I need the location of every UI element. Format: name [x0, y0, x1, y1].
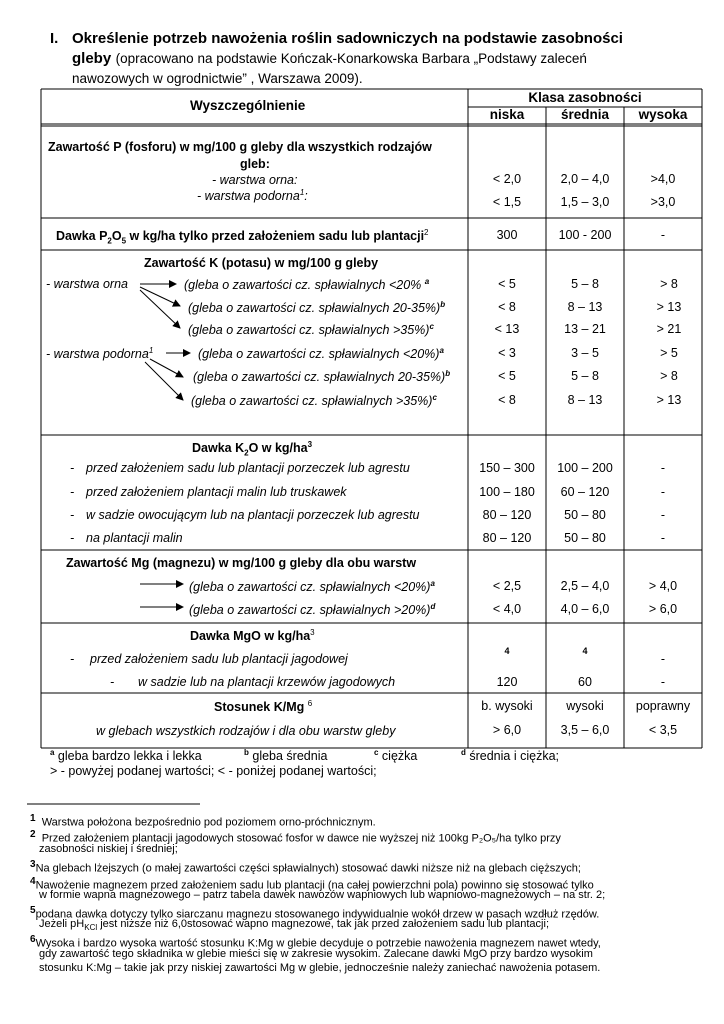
p-title: Zawartość P (fosforu) w mg/100 g gleby dla wszystkich rodzajów: [48, 140, 432, 154]
footnote: $^4$Nawożenie magnezem przed założeniem sadu lub plantacji (na całej powierzchni pola) powinno się stosować tylko: [30, 876, 594, 892]
k2o-srednia: 50 – 80: [564, 508, 606, 522]
k2o-wysoka: -: [660, 461, 666, 475]
k-wysoka: > 8: [660, 369, 678, 383]
footnote-cont: Jeżeli $pH_{KCl}$ jest niższe niż 6,0stosować wapno magnezowe, tak jak przed założeniem sadu lub plantacji;: [39, 918, 549, 933]
kmg-title: Stosunek K/Mg $^6$: [214, 699, 313, 715]
source-note-line2: nawozowych w ogrodnictwie” , Warszawa 2009).: [72, 71, 363, 86]
k2o-dash: -: [70, 461, 75, 475]
mg-row-label: (gleba o zawartości cz. spławialnych <20%)$^a$: [189, 579, 435, 595]
p2o5-niska: 300: [496, 228, 518, 242]
mgo-row1-label: przed założeniem sadu lub plantacji jagodowej: [90, 652, 348, 666]
legend-c: $^c$ ciężka: [374, 748, 418, 764]
mgo-title: Dawka MgO w $kg/ha^3$: [190, 628, 315, 644]
mg-title: Zawartość Mg (magnezu) w mg/100 g gleby dla obu warstw: [66, 556, 417, 570]
footnote-cont: w formie wapna magnezowego – patrz tabela dawek nawozów wapniowych lub wapniowo-magnezowych – na str. 2;: [39, 889, 606, 901]
k-srednia: 5 – 8: [571, 369, 599, 383]
p-podorna-niska: < 1,5: [492, 195, 522, 209]
k2o-row-label: przed założeniem sadu lub plantacji porzeczek lub agrestu: [86, 461, 410, 475]
p-podorna-wysoka: >3,0: [650, 195, 676, 209]
k2o-title: Dawka $K_2O$ w $kg/ha^3$: [192, 440, 313, 458]
mg-niska: < 4,0: [492, 602, 522, 616]
p-podorna-srednia: 1,5 – 3,0: [560, 195, 610, 209]
k-row-label: (gleba o zawartości cz. spławialnych >35%)$^c$: [191, 393, 437, 409]
kmg-niska: > 6,0: [492, 723, 522, 737]
k2o-srednia: 100 – 200: [557, 461, 613, 475]
mgo-niska: 120: [496, 675, 518, 689]
mgo-note-srednia: 4: [582, 646, 588, 656]
p2o5-srednia: 100 - 200: [558, 228, 612, 242]
legend-d: $^d$ średnia i ciężka;: [461, 748, 559, 764]
k-niska: < 3: [498, 346, 516, 360]
footnote-cont: stosunku K:Mg – takie jak przy niskiej zawartości Mg w glebie, jednocześnie należy zaniechać nawożenia potasem.: [39, 962, 601, 974]
k-srednia: 13 – 21: [564, 322, 606, 336]
legend-b: $^b$ gleba średnia: [244, 748, 328, 764]
k-wysoka: > 5: [660, 346, 678, 360]
header-niska: niska: [489, 107, 525, 122]
k2o-wysoka: -: [660, 531, 666, 545]
k-wysoka: > 21: [656, 322, 682, 336]
k-wysoka: > 13: [656, 300, 682, 314]
footnote: $^6$Wysoka i bardzo wysoka wartość stosunku K:Mg w glebie decyduje o potrzebie nawożenia magnezem nawet wtedy,: [30, 934, 601, 950]
p-orna-srednia: 2,0 – 4,0: [560, 172, 610, 186]
k-srednia: 3 – 5: [571, 346, 599, 360]
kmg-label: w glebach wszystkich rodzajów i dla obu warstw gleby: [96, 724, 396, 738]
k-wysoka: > 8: [660, 277, 678, 291]
k-title: Zawartość K (potasu) w mg/100 g gleby: [144, 256, 379, 270]
kmg-wysoka: < 3,5: [648, 723, 678, 737]
mg-srednia: 4,0 – 6,0: [560, 602, 610, 616]
k2o-row-label: przed założeniem plantacji malin lub truskawek: [86, 485, 347, 499]
mg-niska: < 2,5: [492, 579, 522, 593]
k2o-niska: 80 – 120: [482, 508, 532, 522]
k2o-niska: 150 – 300: [479, 461, 535, 475]
footnote-cont: gdy zawartość tego składnika w glebie mieści się w zakresie wysokim. Zalecane dawki MgO przy bardzo wysokim: [39, 948, 593, 960]
k-srednia: 8 – 13: [567, 393, 603, 407]
legend-line2: > - powyżej podanej wartości; < - poniżej podanej wartości;: [50, 764, 377, 778]
source-note-line1: (opracowano na podstawie Kończak-Konarkowska Barbara „Podstawy zaleceń: [115, 51, 587, 66]
k-niska: < 5: [498, 277, 516, 291]
k2o-dash: -: [70, 485, 75, 499]
mgo-dash: -: [70, 652, 75, 666]
legend-a: $^a$ gleba bardzo lekka i lekka: [50, 748, 202, 764]
mgo-row2-label: w sadzie lub na plantacji krzewów jagodowych: [138, 675, 396, 689]
k-srednia: 8 – 13: [567, 300, 603, 314]
k2o-dash: -: [70, 531, 75, 545]
k2o-niska: 100 – 180: [479, 485, 535, 499]
k2o-srednia: 50 – 80: [564, 531, 606, 545]
k2o-wysoka: -: [660, 508, 666, 522]
k-row-label: (gleba o zawartości cz. spławialnych <20%)$^a$: [198, 346, 444, 362]
kmg-h-wysoka: poprawny: [635, 699, 691, 713]
p-podorna-label: - warstwa podorna$^1$:: [197, 188, 308, 204]
k-wysoka: > 13: [656, 393, 682, 407]
k2o-dash: -: [70, 508, 75, 522]
header-wysoka: wysoka: [638, 107, 688, 122]
k-niska: < 5: [498, 369, 516, 383]
header-klasa: Klasa zasobności: [528, 90, 642, 105]
kmg-h-srednia: wysoki: [566, 699, 604, 713]
p2o5-wysoka: -: [660, 228, 666, 242]
mg-row-label: (gleba o zawartości cz. spławialnych >20%)$^d$: [189, 602, 436, 618]
page-title: Określenie potrzeb nawożenia roślin sadowniczych na podstawie zasobności: [72, 30, 623, 47]
kmg-srednia: 3,5 – 6,0: [560, 723, 610, 737]
k-podorna-label: - warstwa podorna$^1$: [46, 346, 154, 362]
k2o-wysoka: -: [660, 485, 666, 499]
k-row-label: (gleba o zawartości cz. spławialnych >35%)$^c$: [188, 322, 434, 338]
k2o-row-label: na plantacji malin: [86, 531, 183, 545]
p-orna-niska: < 2,0: [492, 172, 522, 186]
mgo-srednia: 60: [578, 675, 592, 689]
mg-wysoka: > 6,0: [648, 602, 678, 616]
k2o-srednia: 60 – 120: [560, 485, 610, 499]
kmg-h-niska: b. wysoki: [481, 699, 533, 713]
section-number: I.: [50, 30, 59, 47]
p2o5-label: Dawka $P_2O_5$ w kg/ha tylko przed założeniem sadu lub plantacji$^2$: [56, 228, 429, 246]
title-gleby: gleby: [72, 50, 112, 67]
footnote-cont: zasobności niskiej i średniej;: [39, 843, 178, 855]
k-srednia: 5 – 8: [571, 277, 599, 291]
k-row-label: (gleba o zawartości cz. spławialnych 20-35%)$^b$: [193, 369, 451, 385]
k2o-niska: 80 – 120: [482, 531, 532, 545]
header-srednia: średnia: [560, 107, 610, 122]
p-orna-label: - warstwa orna:: [212, 173, 298, 187]
mg-wysoka: > 4,0: [648, 579, 678, 593]
p-orna-wysoka: >4,0: [650, 172, 676, 186]
k-row-label: (gleba o zawartości cz. spławialnych <20% $^a$: [184, 277, 430, 293]
mgo-dash: -: [110, 675, 115, 689]
k-row-label: (gleba o zawartości cz. spławialnych 20-35%)$^b$: [188, 300, 446, 316]
k2o-row-label: w sadzie owocującym lub na plantacji porzeczek lub agrestu: [86, 508, 420, 522]
mg-srednia: 2,5 – 4,0: [560, 579, 610, 593]
k-orna-label: - warstwa orna: [46, 277, 128, 291]
header-spec: Wyszczególnienie: [190, 98, 306, 113]
mgo-wysoka: -: [660, 652, 666, 666]
mgo-wysoka: -: [660, 675, 666, 689]
footnote: $^5$podana dawka dotyczy tylko siarczanu magnezu stosowanego indywidualnie wokół drzew w pasach wzdłuż rzędów.: [30, 905, 600, 921]
footnote: $^2$ Przed założeniem plantacji jagodowych stosować fosfor w dawce nie wyższej niż 100kg P₂O₅/ha tylko przy: [30, 829, 561, 845]
k-niska: < 8: [498, 300, 516, 314]
mgo-note-niska: 4: [504, 646, 510, 656]
footnote: $^1$ Warstwa położona bezpośrednio pod poziomem orno-próchnicznym.: [30, 813, 376, 829]
p-title-2: gleb:: [240, 157, 270, 171]
k-niska: < 13: [494, 322, 520, 336]
k-niska: < 8: [498, 393, 516, 407]
footnote: $^3$Na glebach lżejszych (o małej zawartości części spławialnych) stosować dawki niższe niż na glebach cięższych;: [30, 859, 581, 875]
